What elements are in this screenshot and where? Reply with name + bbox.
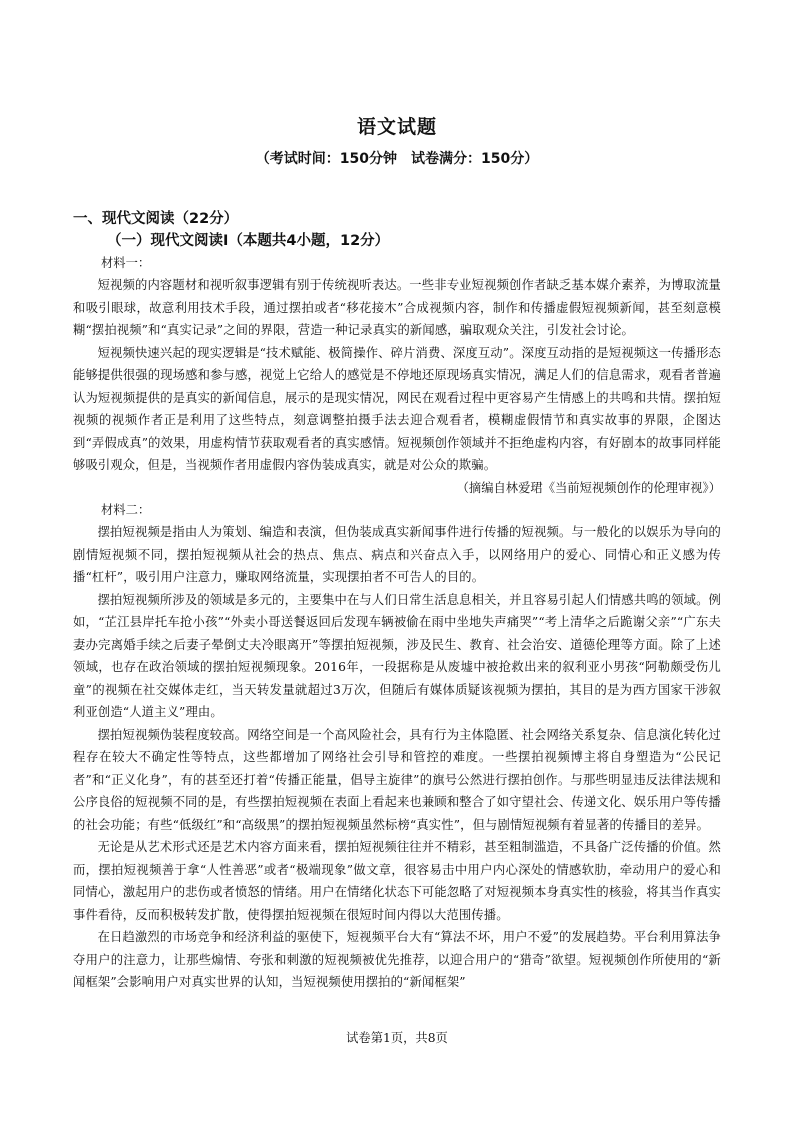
page-footer: 试卷第1页，共8页 [346, 1031, 448, 1045]
material2-paragraph-3: 摆拍短视频伪装程度较高。网络空间是一个高风险社会，具有行为主体隐匿、社会网络关系复杂、信息演化转化过程存在较大不确定性等特点，这些都增加了网络社会引导和管控的难度。一些摆拍视频博主将自身塑造为“公民记者”和“正义化身”，有的甚至还打着“传播正能量，倡导主旋律”的旗号公然进行摆拍创作。与那些明显违反法律法规和公序良俗的短视频不同的是，有些摆拍短视频在表面上看起来也兼顾和整合了如守望社会、传递文化、娱乐用户等传播的社会功能；有些“低级红”和“高级黑”的摆拍短视频虽然标榜“真实性”，但与剧情短视频有着显著的传播目的差异。 [73, 727, 721, 832]
material2-paragraph-4: 无论是从艺术形式还是艺术内容方面来看，摆拍短视频往往并不精彩，甚至粗制滥造，不具备广泛传播的价值。然而，摆拍短视频善于拿“人性善恶”或者“极端现象”做文章，很容易击中用户内心深处的情感软肋，牵动用户的爱心和同情心，激起用户的悲伤或者愤怒的情绪。用户在情绪化状态下可能忽略了对短视频本身真实性的核验，将其当作真实事件看待，反而积极转发扩散，使得摆拍短视频在很短时间内得以大范围传播。 [73, 840, 721, 922]
material1-paragraph-1: 短视频的内容题材和视听叙事逻辑有别于传统视听表达。一些非专业短视频创作者缺乏基本媒介素养，为博取流量和吸引眼球，故意利用技术手段，通过摆拍或者“移花接木”合成视频内容，制作和传播虚假短视频新闻，甚至刻意模糊“摆拍视频”和“真实记录”之间的界限，营造一种记录真实的新闻感，骗取观众关注，引发社会讨论。 [73, 278, 721, 337]
material1-source: （摘编自林爱珺《当前短视频创作的伦理审视》） [456, 480, 721, 495]
material1-paragraph-2: 短视频快速兴起的现实逻辑是“技术赋能、极简操作、碎片消费、深度互动”。深度互动指的是短视频这一传播形态能够提供很强的现场感和参与感，视觉上它给人的感觉是不停地还原现场真实情况，满足人们的信息需求，观看者普遍认为短视频提供的是真实的新闻信息，展示的是现实情况，网民在观看过程中更容易产生情感上的共鸣和共情。摆拍短视频的视频作者正是利用了这些特点，刻意调整拍摄手法去迎合观看者，模糊虚假情节和真实故事的界限，企图达到“弄假成真”的效果，用虚构情节获取观看者的真实感情。短视频创作领域并不拒绝虚构内容，有好剧本的故事同样能够吸引观众，但是，当视频作者用虚假内容伪装成真实，就是对公众的欺骗。 [73, 345, 721, 472]
material2-label: 材料二： [101, 503, 151, 517]
material2-paragraph-5: 在日趋激烈的市场竞争和经济利益的驱使下，短视频平台大有“算法不坏，用户不爱”的发展趋势。平台利用算法争夺用户的注意力，让那些煽情、夸张和刺激的短视频被优先推荐，以迎合用户的“猎奇”欲望。短视频创作所使用的“新闻框架”会影响用户对真实世界的认知，当短视频使用摆拍的“新闻框架” [73, 930, 721, 989]
exam-subtitle: （考试时间：150分钟 试卷满分：150分） [255, 151, 539, 167]
material2-paragraph-2: 摆拍短视频所涉及的领域是多元的，主要集中在与人们日常生活息息相关，并且容易引起人们情感共鸣的领域。例如，“芷江县岸托车抢小孩”“外卖小哥送餐返回后发现车辆被偷在雨中坐地失声痛哭”“考上清华之后跪谢父亲”“广东夫妻办完离婚手续之后妻子晕倒丈夫冷眼离开”等摆拍短视频，涉及民生、教育、社会治安、道德伦理等方面。除了上述领域，也存在政治领域的摆拍短视频现象。2016年，一段据称是从废墟中被抢救出来的叙利亚小男孩“阿勒颇受伤儿童”的视频在社交媒体走红，当天转发量就超过3万次，但随后有媒体质疑该视频为摆拍，其目的是为西方国家干涉叙利亚创造“人道主义”理由。 [73, 592, 721, 719]
material2-paragraph-1: 摆拍短视频是指由人为策划、编造和表演，但伪装成真实新闻事件进行传播的短视频。与一般化的以娱乐为导向的剧情短视频不同，摆拍短视频从社会的热点、焦点、病点和兴奋点入手，以网络用户的爱心、同情心和正义感为传播“杠杆”，吸引用户注意力，赚取网络流量，实现摆拍者不可告人的目的。 [73, 525, 721, 584]
section-subheading: （一）现代文阅读Ⅰ（本题共4小题，12分） [107, 233, 390, 249]
material1-label: 材料一： [101, 256, 151, 270]
section-heading: 一、现代文阅读（22分） [73, 211, 239, 227]
exam-body [73, 208, 721, 994]
exam-title: 语文试题 [356, 116, 437, 138]
